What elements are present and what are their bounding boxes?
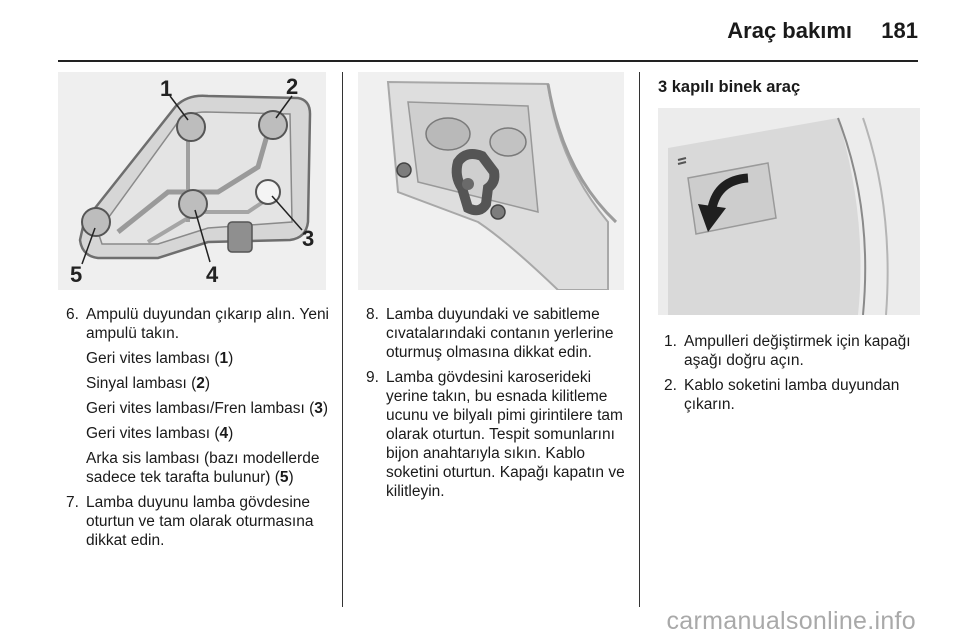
header-rule	[58, 60, 918, 62]
step-number: 6.	[66, 306, 79, 323]
fixing-bolt-icon	[491, 205, 505, 219]
step-7-text: Lamba duyunu lamba gövdesine oturtun ve tam olarak oturmasına dikkat edin.	[86, 494, 314, 549]
subsection-title: 3 kapılı binek araç	[658, 78, 801, 96]
lamp-body-figure	[358, 72, 624, 290]
bulb-holder-figure	[58, 72, 326, 290]
steps-column-1	[66, 305, 336, 556]
list-item-step-1	[664, 332, 926, 370]
bulb-item-4: Geri vites lambası (4)	[86, 425, 234, 442]
steps-column-3	[664, 332, 926, 420]
column-divider-2	[639, 72, 640, 607]
bulb-5-icon	[82, 208, 110, 236]
step-2-text: Kablo soketini lamba duyundan çıkarın.	[684, 377, 900, 413]
bulb-item-2: Sinyal lambası (2)	[86, 375, 211, 392]
bulb-item-1: Geri vites lambası (1)	[86, 350, 234, 367]
bulb-item-3: Geri vites lambası/Fren lambası (3)	[86, 400, 329, 417]
callout-5: 5	[70, 262, 83, 287]
trunk-cover-figure	[658, 108, 920, 315]
step-number: 7.	[66, 494, 79, 511]
step-1-text: Ampulleri değiştirmek için kapağı aşağı doğru açın.	[684, 333, 911, 369]
bulb-holder-illustration	[58, 72, 326, 290]
column-divider-1	[342, 72, 343, 607]
bulb-item-5: Arka sis lambası (bazı modellerde sadece tek tarafta bulunur) (5)	[86, 450, 320, 486]
page-number: 181	[881, 18, 918, 43]
list-item-step-6	[66, 305, 336, 487]
list-item-step-8	[366, 305, 628, 362]
page-header	[0, 0, 960, 62]
list-item-step-2	[664, 376, 926, 414]
fixing-bolt-icon	[397, 163, 411, 177]
callout-1: 1	[160, 76, 173, 101]
list-item-step-7	[66, 493, 336, 550]
list-item-step-9	[366, 368, 628, 501]
bulb-1-icon	[177, 113, 205, 141]
bulb-4-icon	[179, 190, 207, 218]
step-number: 8.	[366, 306, 379, 323]
callout-4: 4	[206, 262, 219, 287]
lamp-body-illustration	[358, 72, 624, 290]
watermark: carmanualsonline.info	[666, 607, 916, 635]
step-number: 2.	[664, 377, 677, 394]
step-number: 9.	[366, 369, 379, 386]
trunk-cover-illustration	[658, 108, 920, 315]
bulb-2-icon	[259, 111, 287, 139]
callout-3: 3	[302, 226, 315, 251]
step-8-text: Lamba duyundaki ve sabitleme cıvatalarındaki contanın yerlerine oturmuş olmasına dikkat edin.	[386, 306, 614, 361]
step-6-text: Ampulü duyundan çıkarıp alın. Yeni ampulü takın.	[86, 306, 330, 342]
step-number: 1.	[664, 333, 677, 350]
step-9-text: Lamba gövdesini karoserideki yerine takın, bu esnada kilitleme ucunu ve bilyalı pimi girintilere tam olarak oturtun. Tespit somunlarını bijon anahtarıyla sıkın. Kablo soketini oturtun. Kapağı kapatın ve kilitleyin.	[386, 369, 625, 500]
callout-2: 2	[286, 74, 299, 99]
section-title: Araç bakımı	[727, 18, 852, 43]
steps-column-2	[366, 305, 628, 507]
